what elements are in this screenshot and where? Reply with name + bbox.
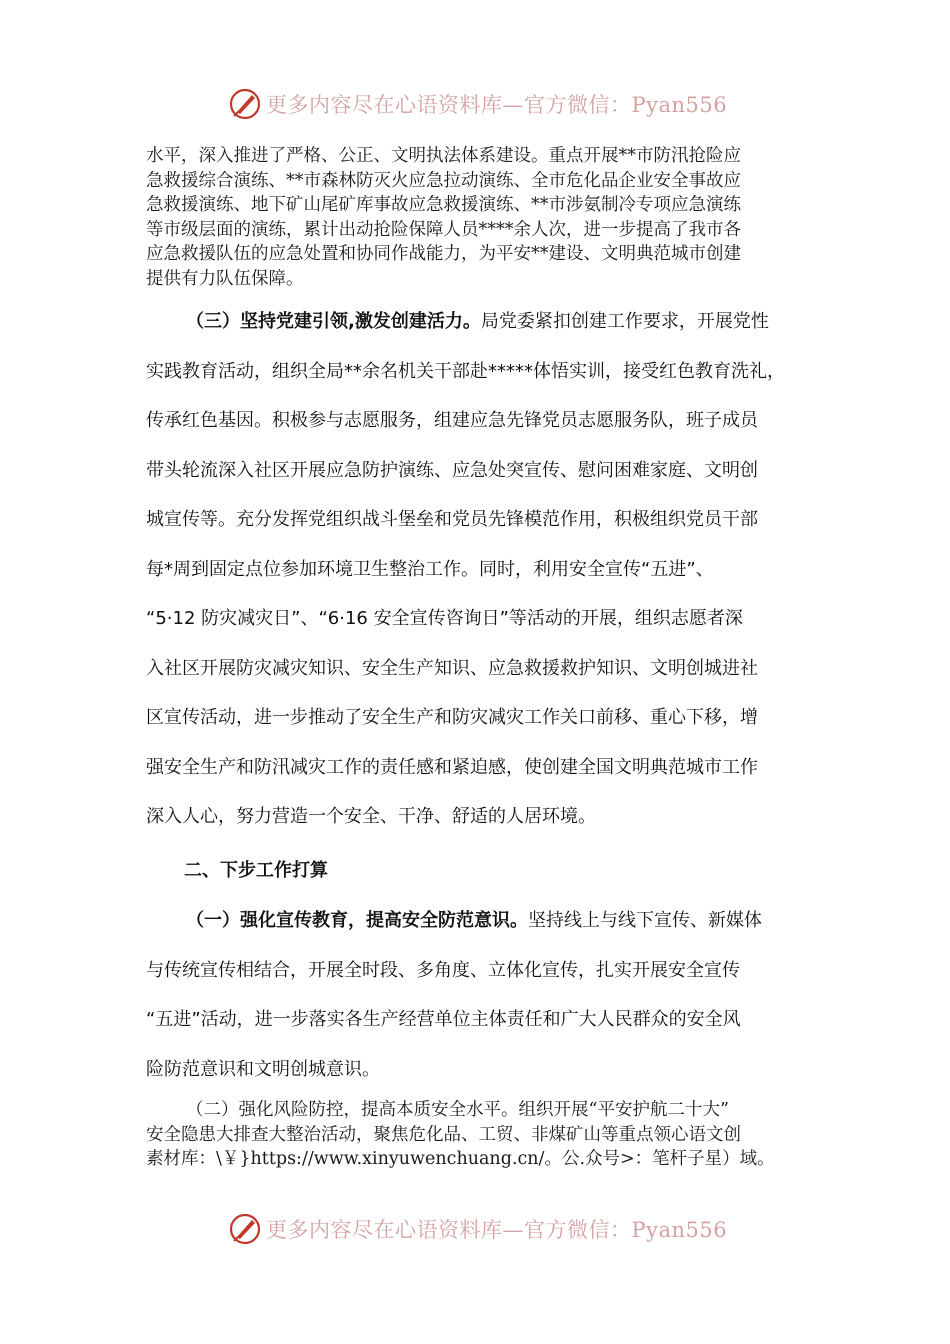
text-line: 带头轮流深入社区开展应急防护演练、应急处突宣传、慰问困难家庭、文明创 xyxy=(146,459,758,481)
banner-text: 更多内容尽在心语资料库—官方微信：Pyan556 xyxy=(266,1218,728,1242)
subsection-one xyxy=(146,896,826,1094)
text-line: 等市级层面的演练，累计出动抢险保障人员****余人次，进一步提高了我市各 xyxy=(146,219,741,240)
subsection-one-title: （一）强化宣传教育，提高安全防范意识。 xyxy=(186,910,528,931)
text-line: 区宣传活动，进一步推动了安全生产和防灾减灾工作关口前移、重心下移，增 xyxy=(146,707,758,728)
footer-banner xyxy=(228,1209,727,1249)
text-line: “五进”活动，进一步落实各生产经营单位主体责任和广大人民群众的安全风 xyxy=(146,1009,741,1030)
text-line: 深入人心，努力营造一个安全、干净、舒适的人居环境。 xyxy=(146,806,596,827)
subsection-one-first-line xyxy=(146,896,826,946)
header-banner xyxy=(228,84,727,124)
subsection-two xyxy=(146,1098,816,1172)
text-line: 急救援综合演练、**市森林防灭火应急拉动演练、全市危化品企业安全事故应 xyxy=(146,170,741,191)
text-line xyxy=(146,1098,816,1123)
text-line: 险防范意识和文明创城意识。 xyxy=(146,1058,380,1080)
text-line: 局党委紧扣创建工作要求，开展党性 xyxy=(480,311,769,332)
text-line: 应急救援队伍的应急处置和协同作战能力，为平安**建设、文明典范城市创建 xyxy=(146,244,741,265)
text-line: 安全隐患大排查大整治活动，聚焦危化品、工贸、非煤矿山等重点领心语文创 xyxy=(146,1124,741,1145)
text-line: 每*周到固定点位参加环境卫生整治工作。同时，利用安全宣传“五进”、 xyxy=(146,558,714,580)
section-three xyxy=(146,297,826,842)
banner-text: 更多内容尽在心语资料库—官方微信：Pyan556 xyxy=(266,93,728,117)
quill-pen-logo-icon xyxy=(228,1212,262,1246)
section-three-title: （三）坚持党建引领,激发创建活力。 xyxy=(186,311,481,332)
text-line: 入社区开展防灾减灾知识、安全生产知识、应急救援救护知识、文明创城进社 xyxy=(146,657,758,679)
text-line: 提供有力队伍保障。 xyxy=(146,268,304,289)
text-line: 与传统宣传相结合，开展全时段、多角度、立体化宣传，扎实开展安全宣传 xyxy=(146,959,740,981)
section-three-first-line xyxy=(146,297,826,347)
text-line: 传承红色基因。积极参与志愿服务，组建应急先锋党员志愿服务队，班子成员 xyxy=(146,410,758,431)
text-line: 坚持线上与线下宣传、新媒体 xyxy=(528,910,762,931)
text-line: “5·12 防灾减灾日”、“6·16 安全宣传咨询日”等活动的开展，组织志愿者深 xyxy=(146,608,743,629)
intro-paragraph xyxy=(146,144,806,292)
text-line: 急救援演练、地下矿山尾矿库事故应急救援演练、**市涉氨制冷专项应急演练 xyxy=(146,195,741,216)
quill-pen-logo-icon xyxy=(228,87,262,121)
text-line: 水平，深入推进了严格、公正、文明执法体系建设。重点开展**市防汛抢险应 xyxy=(146,146,741,166)
text-line: 城宣传等。充分发挥党组织战斗堡垒和党员先锋模范作用，积极组织党员干部 xyxy=(146,509,758,530)
text-line-content: （二）强化风险防控，提高本质安全水平。组织开展“平安护航二十大” xyxy=(186,1100,729,1120)
text-line: 实践教育活动，组织全局**余名机关干部赴*****体悟实训，接受红色教育洗礼， xyxy=(146,360,785,382)
section-heading: 二、下步工作打算 xyxy=(184,860,328,881)
text-line: 强安全生产和防汛减灾工作的责任感和紧迫感，使创建全国文明典范城市工作 xyxy=(146,756,758,778)
text-line: 素材库：\￥}https://www.xinyuwenchuang.cn/。公.众号>：笔杆子星）域。 xyxy=(146,1149,775,1169)
